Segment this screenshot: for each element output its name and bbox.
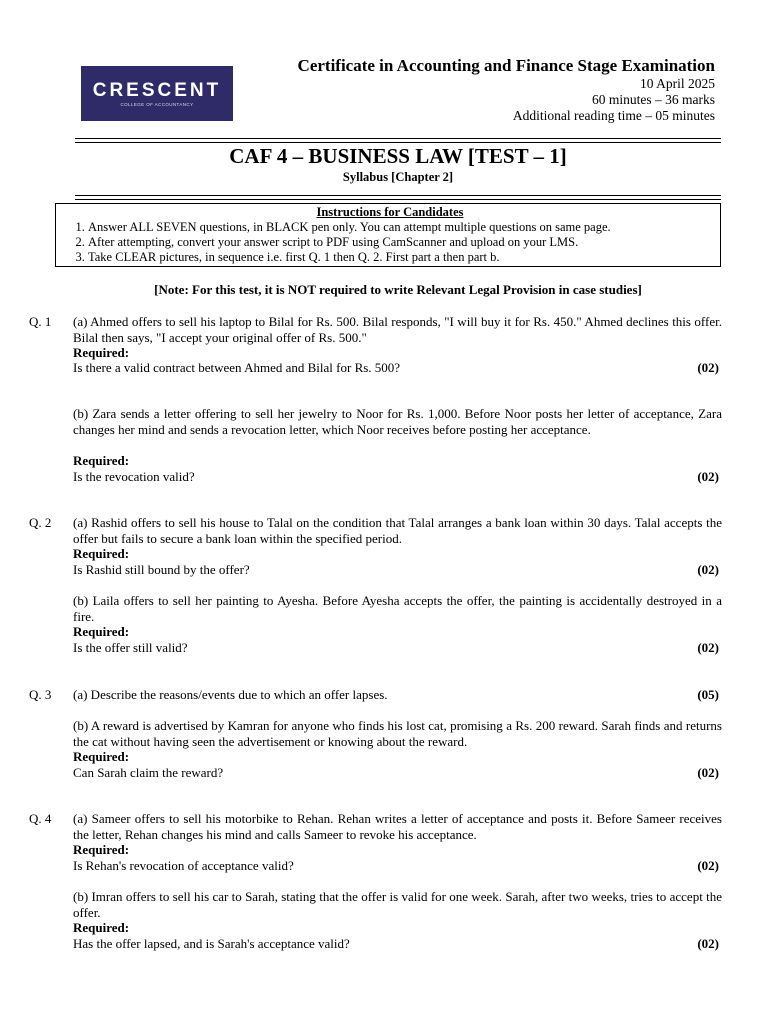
- instructions-list: [68, 220, 712, 265]
- question-prompt: Is the offer still valid?: [73, 640, 188, 655]
- instruction-item: 2. After attempting, convert your answer script to PDF using CamScanner and upload on your LMS.: [88, 235, 712, 250]
- required-label: Required:: [73, 546, 130, 561]
- marks: (02): [697, 469, 719, 484]
- question-number: Q. 4: [29, 811, 52, 826]
- marks: (02): [697, 936, 719, 951]
- question-text: (b) Imran offers to sell his car to Sarah, stating that the offer is valid for one week. Sarah, after two weeks, tries to accept the offer.: [73, 889, 722, 920]
- logo-subtitle: COLLEGE OF ACCOUNTANCY: [120, 101, 194, 107]
- syllabus-line: Syllabus [Chapter 2]: [342, 170, 454, 184]
- exam-date: 10 April 2025: [639, 76, 715, 91]
- instructions-box: [55, 203, 721, 267]
- marks: (05): [697, 687, 719, 702]
- question-number: Q. 1: [29, 314, 52, 329]
- question-prompt: Can Sarah claim the reward?: [73, 765, 224, 780]
- required-label: Required:: [73, 749, 130, 764]
- question-text: (a) Describe the reasons/events due to which an offer lapses.: [73, 687, 388, 702]
- question-prompt: Has the offer lapsed, and is Sarah's acceptance valid?: [73, 936, 350, 951]
- question-text: (b) A reward is advertised by Kamran for anyone who finds his lost cat, promising a Rs. 200 reward. Sarah finds and returns the cat without having seen the advertisement or knowing about the reward.: [73, 718, 722, 749]
- marks: (02): [697, 640, 719, 655]
- instruction-item: 1. Answer ALL SEVEN questions, in BLACK pen only. You can attempt multiple questions on same page.: [88, 220, 712, 235]
- required-label: Required:: [73, 624, 130, 639]
- paper-title: CAF 4 – BUSINESS LAW [TEST – 1]: [229, 144, 567, 168]
- required-label: Required:: [73, 345, 130, 360]
- required-label: Required:: [73, 453, 130, 468]
- divider: [75, 138, 721, 139]
- test-note: [Note: For this test, it is NOT required to write Relevant Legal Provision in case studies]: [154, 282, 642, 297]
- question-number: Q. 3: [29, 687, 52, 702]
- marks: (02): [697, 858, 719, 873]
- question-prompt: Is Rashid still bound by the offer?: [73, 562, 250, 577]
- divider: [75, 195, 721, 196]
- question-prompt: Is there a valid contract between Ahmed and Bilal for Rs. 500?: [73, 360, 401, 375]
- question-text: (b) Zara sends a letter offering to sell her jewelry to Noor for Rs. 1,000. Before Noor posts her letter of acceptance, Zara changes her mind and sends a revocation letter, which Noor receives before posting her acceptance.: [73, 406, 722, 437]
- divider: [75, 199, 721, 200]
- required-label: Required:: [73, 920, 130, 935]
- marks: (02): [697, 360, 719, 375]
- exam-body-title: Certificate in Accounting and Finance Stage Examination: [297, 56, 715, 75]
- marks: (02): [697, 562, 719, 577]
- exam-duration: 60 minutes – 36 marks: [592, 92, 715, 107]
- required-label: Required:: [73, 842, 130, 857]
- question-number: Q. 2: [29, 515, 52, 530]
- question-prompt: Is the revocation valid?: [73, 469, 195, 484]
- divider: [75, 142, 721, 143]
- question-text: (b) Laila offers to sell her painting to Ayesha. Before Ayesha accepts the offer, the painting is accidentally destroyed in a fire.: [73, 593, 722, 624]
- instructions-heading: Instructions for Candidates: [316, 205, 464, 219]
- question-text: (a) Sameer offers to sell his motorbike to Rehan. Rehan writes a letter of acceptance and posts it. Before Sameer receives the letter, Rehan changes his mind and calls Sameer to revoke his acceptance.: [73, 811, 722, 842]
- logo-wordmark: CRESCENT: [92, 79, 222, 101]
- instruction-item: 3. Take CLEAR pictures, in sequence i.e. first Q. 1 then Q. 2. First part a then part b.: [88, 250, 712, 265]
- question-text: (a) Rashid offers to sell his house to Talal on the condition that Talal arranges a bank loan within 30 days. Talal accepts the offer but fails to secure a bank loan within the specified period.: [73, 515, 722, 546]
- question-text: (a) Ahmed offers to sell his laptop to Bilal for Rs. 500. Bilal responds, "I will buy it for Rs. 450." Ahmed declines this offer. Bilal then says, "I accept your original offer of Rs. 500.": [73, 314, 722, 345]
- marks: (02): [697, 765, 719, 780]
- question-prompt: Is Rehan's revocation of acceptance valid?: [73, 858, 294, 873]
- reading-time: Additional reading time – 05 minutes: [512, 108, 715, 123]
- college-logo: [81, 66, 233, 121]
